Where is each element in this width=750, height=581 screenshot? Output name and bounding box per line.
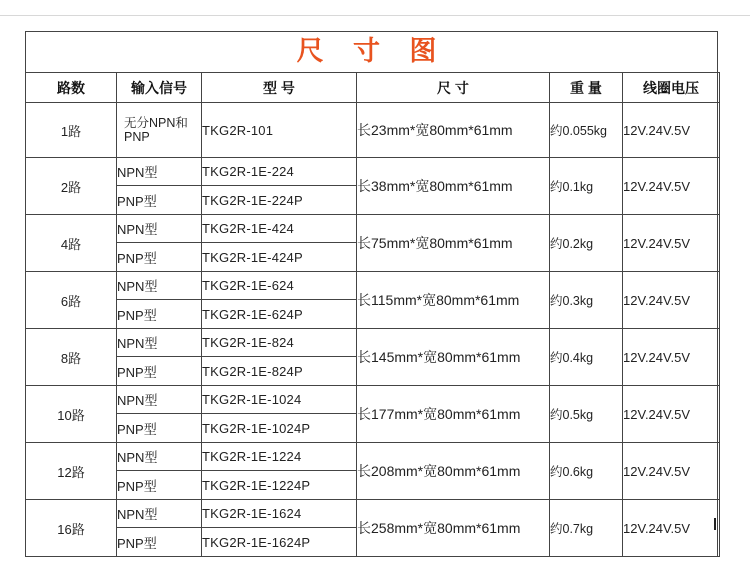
voltage-cell: 12V.24V.5V xyxy=(623,272,720,329)
signal-cell: PNP型 xyxy=(117,357,202,386)
model-cell: TKG2R-1E-624P xyxy=(202,300,357,329)
table-row xyxy=(26,329,720,357)
voltage-cell: 12V.24V.5V xyxy=(623,215,720,272)
weight-cell: 约0.5kg xyxy=(550,386,623,443)
header-signal: 输入信号 xyxy=(117,73,202,103)
size-spec-sheet xyxy=(25,31,718,557)
signal-cell: PNP型 xyxy=(117,243,202,272)
spec-table xyxy=(25,72,720,557)
edge-mark xyxy=(714,518,716,530)
signal-cell: NPN型 xyxy=(117,215,202,243)
table-row xyxy=(26,443,720,471)
voltage-cell: 12V.24V.5V xyxy=(623,500,720,557)
size-cell: 长145mm*宽80mm*61mm xyxy=(357,329,550,386)
table-row xyxy=(26,103,720,158)
model-cell: TKG2R-1E-224 xyxy=(202,158,357,186)
signal-cell: PNP型 xyxy=(117,528,202,557)
voltage-cell: 12V.24V.5V xyxy=(623,443,720,500)
size-cell: 长38mm*宽80mm*61mm xyxy=(357,158,550,215)
size-cell: 长177mm*宽80mm*61mm xyxy=(357,386,550,443)
model-cell: TKG2R-1E-424 xyxy=(202,215,357,243)
title-band xyxy=(26,32,717,72)
model-cell: TKG2R-1E-1224 xyxy=(202,443,357,471)
table-row xyxy=(26,500,720,528)
signal-cell: PNP型 xyxy=(117,186,202,215)
table-row xyxy=(26,158,720,186)
route-cell: 4路 xyxy=(26,215,117,272)
model-cell: TKG2R-101 xyxy=(202,103,357,158)
header-weight: 重 量 xyxy=(550,73,623,103)
model-cell: TKG2R-1E-1024P xyxy=(202,414,357,443)
signal-cell: PNP型 xyxy=(117,300,202,329)
size-cell: 长208mm*宽80mm*61mm xyxy=(357,443,550,500)
route-cell: 12路 xyxy=(26,443,117,500)
weight-cell: 约0.055kg xyxy=(550,103,623,158)
signal-cell: NPN型 xyxy=(117,500,202,528)
route-cell: 1路 xyxy=(26,103,117,158)
header-route: 路数 xyxy=(26,73,117,103)
model-cell: TKG2R-1E-624 xyxy=(202,272,357,300)
size-cell: 长23mm*宽80mm*61mm xyxy=(357,103,550,158)
weight-cell: 约0.2kg xyxy=(550,215,623,272)
header-voltage: 线圈电压 xyxy=(623,73,720,103)
signal-cell: NPN型 xyxy=(117,158,202,186)
route-cell: 10路 xyxy=(26,386,117,443)
signal-cell: 无分NPN和PNP xyxy=(117,103,202,158)
signal-cell: NPN型 xyxy=(117,386,202,414)
size-cell: 长258mm*宽80mm*61mm xyxy=(357,500,550,557)
weight-cell: 约0.6kg xyxy=(550,443,623,500)
model-cell: TKG2R-1E-1624 xyxy=(202,500,357,528)
signal-cell: NPN型 xyxy=(117,329,202,357)
model-cell: TKG2R-1E-1624P xyxy=(202,528,357,557)
route-cell: 8路 xyxy=(26,329,117,386)
table-row xyxy=(26,386,720,414)
table-row xyxy=(26,215,720,243)
route-cell: 6路 xyxy=(26,272,117,329)
signal-cell: NPN型 xyxy=(117,272,202,300)
voltage-cell: 12V.24V.5V xyxy=(623,103,720,158)
header-size: 尺 寸 xyxy=(357,73,550,103)
size-cell: 长75mm*宽80mm*61mm xyxy=(357,215,550,272)
route-cell: 2路 xyxy=(26,158,117,215)
page-top-divider xyxy=(0,15,750,16)
signal-cell: PNP型 xyxy=(117,414,202,443)
weight-cell: 约0.1kg xyxy=(550,158,623,215)
weight-cell: 约0.7kg xyxy=(550,500,623,557)
header-row xyxy=(26,73,720,103)
model-cell: TKG2R-1E-224P xyxy=(202,186,357,215)
model-cell: TKG2R-1E-1024 xyxy=(202,386,357,414)
sheet-title: 尺 寸 图 xyxy=(296,36,447,67)
model-cell: TKG2R-1E-424P xyxy=(202,243,357,272)
weight-cell: 约0.4kg xyxy=(550,329,623,386)
weight-cell: 约0.3kg xyxy=(550,272,623,329)
model-cell: TKG2R-1E-824P xyxy=(202,357,357,386)
signal-cell: PNP型 xyxy=(117,471,202,500)
size-cell: 长115mm*宽80mm*61mm xyxy=(357,272,550,329)
model-cell: TKG2R-1E-824 xyxy=(202,329,357,357)
route-cell: 16路 xyxy=(26,500,117,557)
table-row xyxy=(26,272,720,300)
model-cell: TKG2R-1E-1224P xyxy=(202,471,357,500)
voltage-cell: 12V.24V.5V xyxy=(623,329,720,386)
header-model: 型 号 xyxy=(202,73,357,103)
voltage-cell: 12V.24V.5V xyxy=(623,158,720,215)
voltage-cell: 12V.24V.5V xyxy=(623,386,720,443)
signal-cell: NPN型 xyxy=(117,443,202,471)
